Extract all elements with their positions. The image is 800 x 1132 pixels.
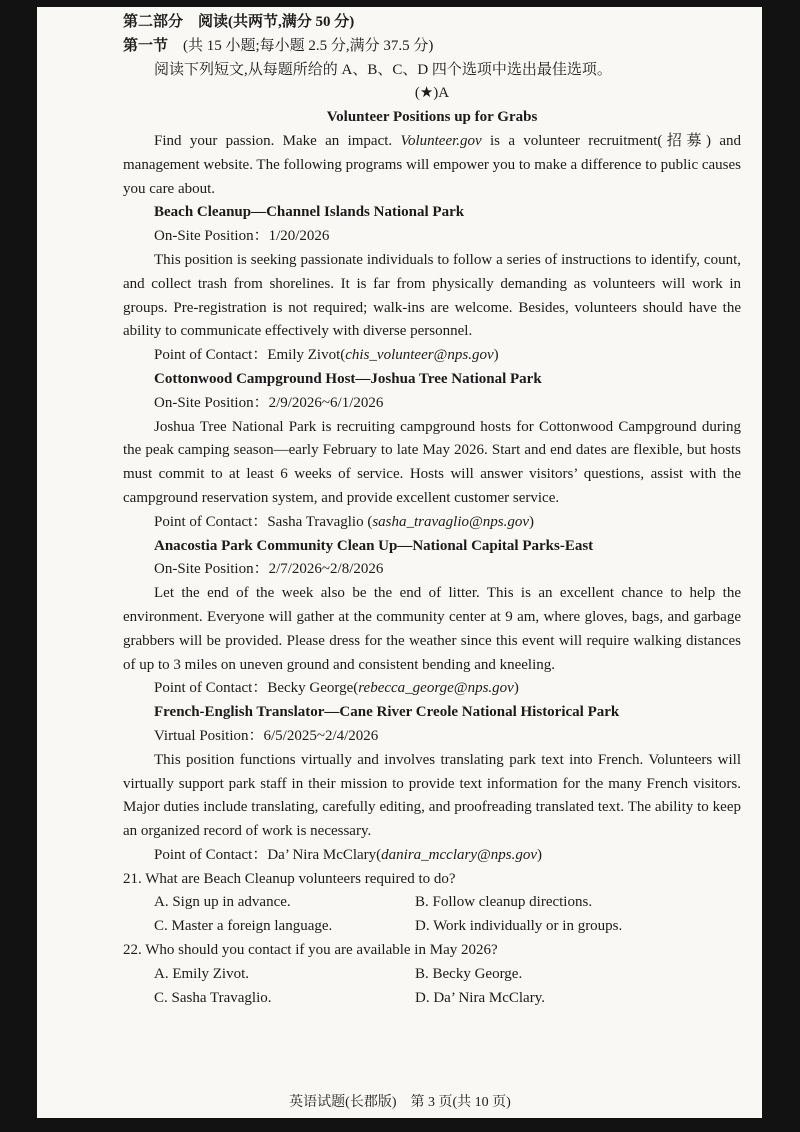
scan-edge-right [762,0,800,1132]
program-heading: French-English Translator—Cane River Creole National Historical Park [154,704,620,721]
program-body: This position functions virtually and involves translating park text into French. Volunteers will virtually support park staff in their mission to provide text information for the many French visitors. Major duties include translating, carefully editing, and proofreading translated text. The ability to keep an organized record of work is necessary. [123,751,741,840]
option-text: Sasha Travaglio. [171,989,272,1006]
program-position: On-Site Position：2/7/2026~2/8/2026 [154,561,384,578]
option-d [415,915,741,939]
contact-email: danira_mcclary@nps.gov [381,846,538,863]
option-c [154,915,415,939]
program-contact [123,511,741,535]
question-options [154,963,741,1011]
intro-text-pre: Find your passion. Make an impact. [154,132,401,149]
question-stem [123,868,741,892]
contact-text: Point of Contact：Emily Zivot( [154,347,346,364]
section-header [123,35,741,59]
option-c [154,987,415,1011]
program-contact [123,344,741,368]
contact-text-close: ) [537,846,543,863]
program-body: This position is seeking passionate individuals to follow a series of instructions to identify, count, and collect trash from shorelines. It is far from physically demanding as volunteers will work in groups. Pre-registration is not required; walk-ins are welcome. Besides, volunteers should have the ability to communicate effectively with diverse personnel. [123,251,741,340]
intro-text-italic: Volunteer.gov [400,132,482,149]
option-d [415,987,741,1011]
question-stem [123,939,741,963]
question-text: What are Beach Cleanup volunteers required to do? [145,870,456,887]
program-heading: Anacostia Park Community Clean Up—National Capital Parks-East [154,537,594,554]
program-position: On-Site Position：2/9/2026~6/1/2026 [154,394,384,411]
program-heading: Cottonwood Campground Host—Joshua Tree National Park [154,370,542,387]
contact-email: sasha_travaglio@nps.gov [372,513,530,530]
contact-text-close: ) [513,680,519,697]
page-footer: 英语试题(长郡版) 第 3 页(共 10 页) [289,1095,511,1110]
option-text: Work individually or in groups. [433,918,623,935]
option-text: Master a foreign language. [171,918,333,935]
option-a [154,963,415,987]
question-text: Who should you contact if you are available in May 2026? [145,942,498,959]
section-header-rest: (共 15 小题;每小题 2.5 分,满分 37.5 分) [168,37,434,54]
scan-edge-left [0,0,37,1132]
option-label: B. [415,965,429,982]
program-position: On-Site Position：1/20/2026 [154,228,330,245]
option-label: B. [415,894,429,911]
scan-edge-bottom [0,1118,800,1132]
intro-text-post: is a volunteer recruitment(招募) and management website. The following programs will empower you to make a difference to public causes you care about. [123,132,742,197]
option-label: C. [154,989,168,1006]
option-label: C. [154,918,168,935]
program-heading: Beach Cleanup—Channel Islands National Park [154,204,465,221]
option-a [154,891,415,915]
program-position: Virtual Position：6/5/2025~2/4/2026 [154,727,379,744]
question-22 [123,939,741,1010]
question-options [154,891,741,939]
program-body: Let the end of the week also be the end of litter. This is an excellent chance to help the environment. Everyone will gather at the community center at 9 am, where gloves, bags, and garbage grabbers will be provided. Please dress for the weather since this event will require walking distances of up to 3 miles on uneven ground and consistent bending and kneeling. [123,585,741,673]
contact-text: Point of Contact：Becky George( [154,680,359,697]
section-header-prefix: 第一节 [123,37,169,54]
option-b [415,963,741,987]
intro-paragraph [123,130,741,201]
question-21 [123,868,741,939]
contact-text-close: ) [493,347,499,364]
contact-email: chis_volunteer@nps.gov [345,347,494,364]
option-text: Emily Zivot. [172,965,250,982]
option-label: A. [154,894,169,911]
option-text: Sign up in advance. [172,894,291,911]
program-contact [123,677,741,701]
scan-edge-top [0,0,800,7]
contact-text: Point of Contact：Da’ Nira McClary( [154,846,382,863]
option-label: D. [415,989,430,1006]
contact-email: rebecca_george@nps.gov [358,680,514,697]
option-text: Da’ Nira McClary. [433,989,545,1006]
contact-text-close: ) [529,513,535,530]
question-number: 21. [123,870,142,887]
option-text: Follow cleanup directions. [432,894,593,911]
contact-text: Point of Contact：Sasha Travaglio ( [154,513,373,530]
option-label: A. [154,965,169,982]
program-body: Joshua Tree National Park is recruiting campground hosts for Cottonwood Campground during the peak camping season—early February to late May 2026. Start and end dates are flexible, but hosts must commit to at least 6 weeks of service. Hosts will answer visitors’ questions, assist with the campground reservation system, and provide excellent customer service. [123,418,741,506]
option-label: D. [415,918,430,935]
program-contact [123,844,741,868]
question-number: 22. [123,942,142,959]
passage-label: (★)A [414,85,450,102]
part-header: 第二部分 阅读(共两节,满分 50 分) [123,14,355,30]
passage-title: Volunteer Positions up for Grabs [326,109,538,126]
option-text: Becky George. [432,965,523,982]
page-content [123,11,741,1010]
option-b [415,891,741,915]
instruction-line: 阅读下列短文,从每题所给的 A、B、C、D 四个选项中选出最佳选项。 [154,61,612,78]
